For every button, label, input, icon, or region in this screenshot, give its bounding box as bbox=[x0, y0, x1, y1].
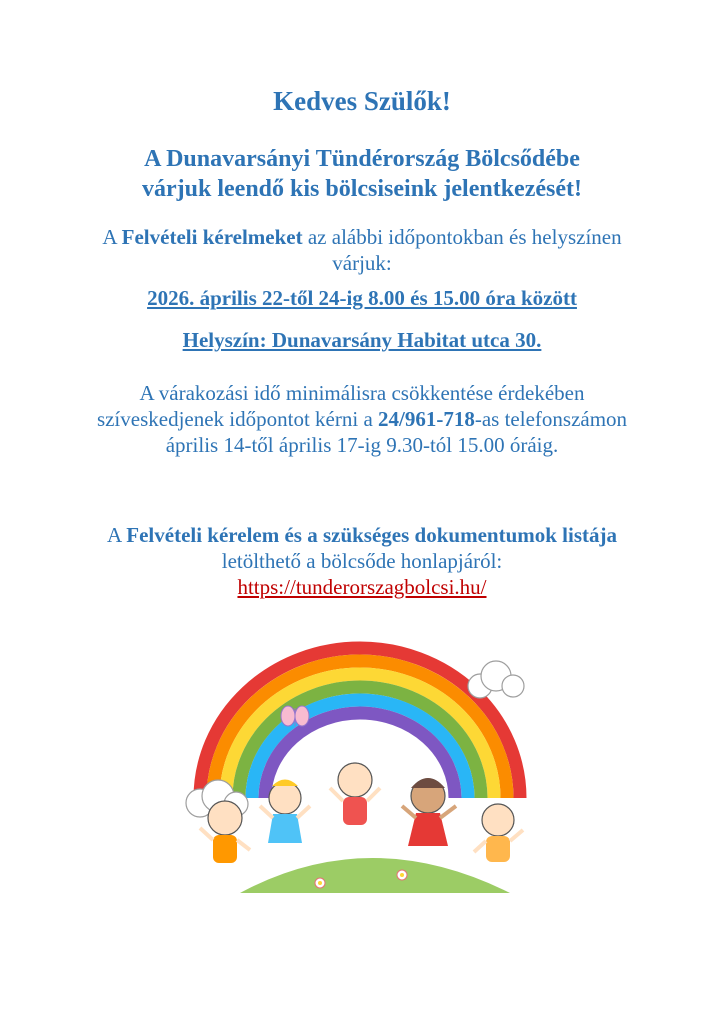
date-line: 2026. április 22-től 24-ig 8.00 és 15.00 óra között bbox=[147, 286, 577, 310]
phone-number: 24/961-718 bbox=[378, 407, 475, 431]
subtitle-line-2: várjuk leendő kis bölcsiseink jelentkezését! bbox=[142, 176, 582, 202]
documents-prefix: A bbox=[107, 523, 127, 547]
waiting-hours: április 14-től április 17-ig 9.30-tól 15.00 óráig. bbox=[165, 433, 559, 457]
green-hill bbox=[240, 858, 510, 893]
intro-bold: Felvételi kérelmeket bbox=[121, 225, 303, 249]
intro-paragraph bbox=[90, 224, 634, 276]
waiting-paragraph bbox=[80, 380, 644, 458]
page-title: Kedves Szülők! bbox=[273, 86, 451, 116]
intro-suffix: az alábbi időpontokban és helyszínen várjuk: bbox=[302, 225, 622, 275]
place-line: Helyszín: Dunavarsány Habitat utca 30. bbox=[182, 328, 542, 352]
cloud-right bbox=[468, 661, 524, 698]
butterfly bbox=[281, 706, 309, 726]
subtitle bbox=[60, 144, 664, 204]
documents-suffix: letölthető a bölcsőde honlapjáról: bbox=[221, 549, 503, 573]
child-3 bbox=[330, 763, 380, 825]
waiting-text-2: -as telefonszámon bbox=[474, 407, 628, 431]
website-link[interactable]: https://tunderorszagbolcsi.hu/ bbox=[237, 575, 487, 599]
documents-paragraph bbox=[70, 522, 654, 600]
rainbow-children-illustration bbox=[180, 628, 550, 893]
intro-prefix: A bbox=[102, 225, 122, 249]
child-5 bbox=[474, 804, 523, 862]
documents-bold: Felvételi kérelem és a szükséges dokumentumok listája bbox=[126, 523, 617, 547]
waiting-text-1: A várakozási idő minimálisra csökkentése érdekében szíveskedjenek időpontot kérni a bbox=[96, 381, 585, 431]
subtitle-line-1: A Dunavarsányi Tündérország Bölcsődébe bbox=[144, 146, 580, 172]
